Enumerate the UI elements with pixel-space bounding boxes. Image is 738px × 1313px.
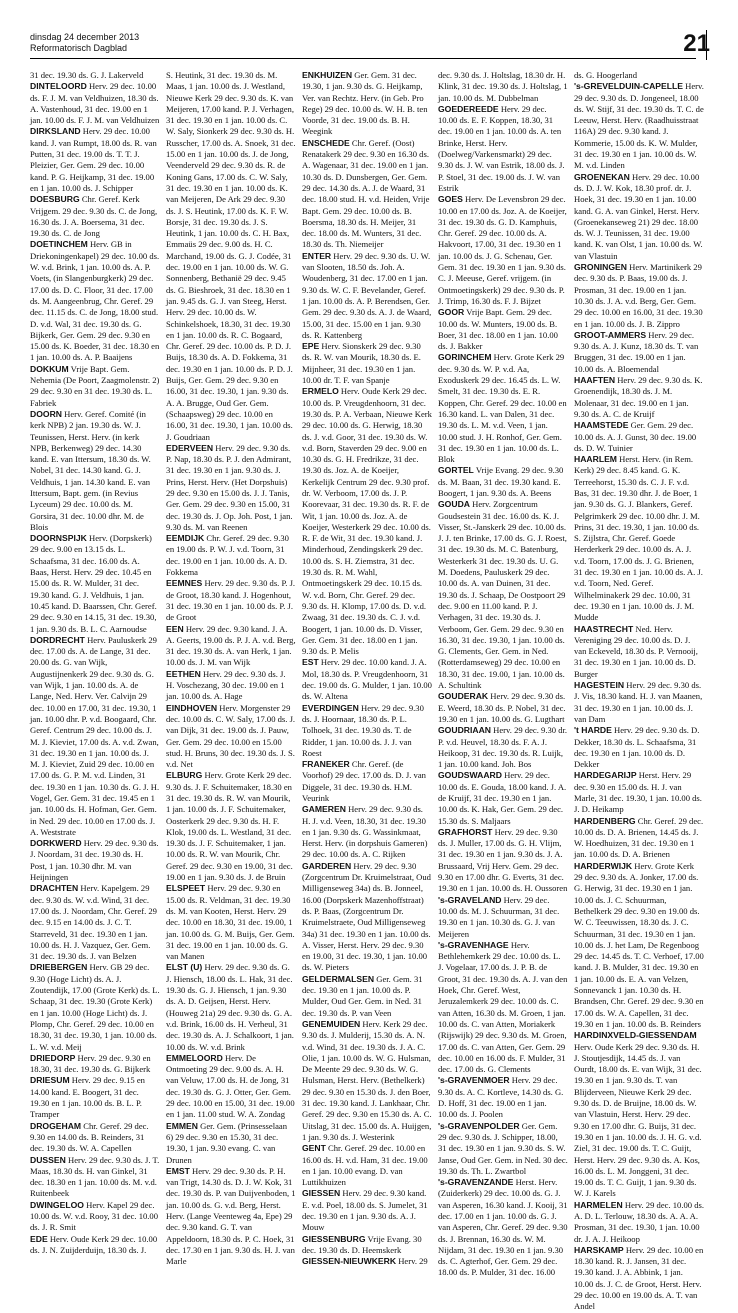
service-times: Herv. 29 dec. 9.30 ds. J. Noordam, 31 dec. 19.30 ds. H. Post, 1 jan. 10.30 dhr. M. van Heijningen	[30, 838, 159, 883]
service-times: Herv. 29 dec. 10.00 en 18.30 kand. R. J. Jansen, 31 dec. 19.30 kand. J. A. Abbink, 1 jan. 10.00 ds. J. C. de Groot, Herst. Herv. 29 dec. 10.00 en 19.00 ds. A. T. van Andel	[574, 1244, 704, 1312]
service-entry	[574, 420, 704, 454]
place-name: GELDERMALSEN	[302, 973, 375, 984]
service-times: Ger. Gem. 29 dec. 9.30 ds. J. Schipper, 18.00, 31 dec. 19.30 en 1 jan. 9.30 ds. S. W. Janse, Oud Ger. Gem. in Ned. 30 dec. 19.30 ds. Th. L. Zwartbol	[438, 1120, 568, 1176]
service-times: Herv. 29 dec. 10.00 kand. J. A. Mol, 18.30 ds. P. Vreugdenhoorn, 31 dec. 19.00 ds. G. Mulder, 1 jan. 10.00 ds. W. Altena	[302, 657, 432, 702]
place-name: DINTELOORD	[30, 81, 87, 92]
service-entry	[574, 172, 704, 262]
place-name: EEMNES	[166, 578, 203, 589]
place-name: 's-GRAVENMOER	[438, 1075, 510, 1086]
service-times: Herv. 29 dec. 9.30 dr. P. v.d. Heuvel, 18.30 ds. F. A. J. Heikoop, 31 dec. 19.30 ds. R. Luijk, 1 jan. 10.00 kand. Joh. Bos	[438, 725, 568, 770]
service-times: Herv. 29 dec. 10.00 ds. F. J. M. van Veldhuizen, 18.30 ds. A. Vastenhoud, 31 dec. 19.00 en 1 jan. 10.00 ds. F. J. M. van Veldhuizen	[30, 81, 160, 126]
service-entry	[438, 465, 568, 499]
place-name: ENSCHEDE	[302, 137, 350, 148]
place-name: EST	[302, 657, 319, 668]
place-name: HARDEGARIJP	[574, 770, 637, 781]
service-times: Herv. Kapelgem. 29 dec. 9.30 ds. W. v.d. Wind, 31 dec. 17.00 ds. J. Noordam, Chr. Geref. 29 dec. 9.15 en 14.00 ds. J. C. T. Starreveld, 31 dec. 19.30 en 1 jan. 10.00 ds. H. J. Vazquez, Ger. Gem. 31 dec. 19.30 ds. J. van Belzen	[30, 883, 157, 962]
service-times: Herv. 29	[398, 1256, 428, 1267]
listing-column	[30, 70, 160, 1255]
service-entry	[166, 1053, 296, 1121]
page-header	[30, 30, 708, 60]
place-name: GOUDSWAARD	[438, 770, 502, 781]
place-name: DRACHTEN	[30, 883, 79, 894]
place-name: GROENEKAN	[574, 171, 630, 182]
service-entry	[574, 680, 704, 725]
service-times: Herv. 29 dec. 9.30 ds. J. T. Maas, 18.30 ds. H. van Ginkel, 31 dec. 18.30 en 1 jan. 10.00 ds. M. v.d. Ruitenbeek	[30, 1154, 160, 1199]
service-entry	[30, 409, 160, 533]
service-entry	[302, 759, 432, 804]
service-entry	[438, 770, 568, 826]
place-name: GOUDRIAAN	[438, 725, 491, 736]
place-name: ENTER	[302, 250, 332, 261]
place-name: EINDHOVEN	[166, 702, 218, 713]
service-times: Herv. 29 dec. 9.30 ds. J. Vis, 18.30 kand. H. J. van Maanen, 31 dec. 19.30 en 1 jan. 10.00 ds. J. van Dam	[574, 680, 703, 724]
place-name: GIESSEN	[302, 1188, 341, 1199]
service-entry	[166, 1121, 296, 1166]
service-times: Ger. Gem. (Prinsesselaan 6) 29 dec. 9.30 en 15.30, 31 dec. 19.30, 1 jan. 9.30 evang. C. van Drunen	[166, 1120, 288, 1165]
place-name: HARSKAMP	[574, 1244, 624, 1255]
service-entry	[438, 725, 568, 770]
service-entry	[574, 1245, 704, 1313]
service-times: Ned. Herv. Vereniging 29 dec. 10.00 ds. D. J. van Eckeveld, 18.30 ds. P. Vernooij, 31 dec. 19.30 en 1 jan. 10.00 ds. D. Burger	[574, 623, 698, 679]
service-times: Herv. Kerk 29 dec. 9.30 ds. J. Mulderij, 15.30 ds. A. N. v.d. Wind, 31 dec. 19.30 ds. J. A. C. Olie, 1 jan. 10.00 ds. W. G. Hulsman, De Meente 29 dec. 9.30 ds. W. G. Hulsman, Herst. Herv. (Bethelkerk) 29 dec. 9.30 en 15.30 ds. J. den Boer, 31 dec. 19.30 kand. J. Lankhaar, Chr. Geref. 29 dec. 9.30 en 15.30 ds. A. C. Uitslag, 31 dec. 15.00 ds. A. Huijgen, 1 jan. 9.30 ds. J. Westerink	[302, 1018, 432, 1142]
place-name: HAARLEM	[574, 454, 617, 465]
service-times: Herv. 29 dec. 9.30 ds. A. J. Kunz, 18.30 ds. T. van Bruggen, 31 dec. 19.00 en 1 jan. 10.00 ds. A. Bloemendal	[574, 329, 699, 374]
place-name: ELBURG	[166, 770, 203, 781]
service-times: Herv. Martinikerk 29 dec. 9.30 ds. P. Baas, 19.00 ds. J. Prosman, 31 dec. 19.00 en 1 jan. 10.30 ds. J. A. v.d. Berg, Ger. Gem. 29 dec. 10.00 en 16.00, 31 dec. 19.30 en 1 jan. 10.00 ds. J. B. Zippro	[574, 262, 703, 329]
service-times: Herv. 29 dec. 9.30 ds. J. H. Voschezang, 30 dec. 19.00 en 1 jan. 10.00 ds. A. Hage	[166, 668, 286, 702]
place-name: GENT	[302, 1143, 326, 1154]
listing-column	[438, 70, 568, 1278]
service-entry	[30, 70, 160, 81]
service-entry	[438, 940, 568, 1076]
service-entry	[166, 703, 296, 771]
place-name: ERMELO	[302, 386, 339, 397]
place-name: ELSPEET	[166, 883, 206, 894]
service-entry	[574, 81, 704, 171]
service-entry	[574, 1200, 704, 1245]
service-times: 31 dec. 19.30 ds. G. J. Lakerveld	[30, 70, 144, 80]
service-times: Vrije Bapt. Gem. 29 dec. 10.00 ds. W. Munters, 19.00 ds. B. Boer, 31 dec. 18.00 en 1 jan. 10.00 ds. J. Bakker	[438, 307, 558, 352]
service-times: Herv. 29 dec. 9.30 (Zorgcentrum Dr. Kruimelstraat, Oud Milligenseweg 34a) ds. B. Jonneel, 16.00 (Dorpskerk Mazenhoffstraat) ds. P. Baas, (Zorgcentrum Dr. Kruimelstraete, Oud Milligenseweg 34a) 31 dec. 19.30 en 1 jan. 10.00 ds. A. Visser, Herst. Herv. 29 dec. 9.30 en 19.00, 31 dec. 19.30, 1 jan. 10.00 ds. W. Pieters	[302, 860, 431, 973]
service-times: Herv. 29 dec. 9.30 kand. E. v.d. Poel, 18.00 ds. S. Jumelet, 31 dec. 19.30 en 1 jan. 9.30 ds. A. J. Mouw	[302, 1188, 428, 1233]
place-name: HAGESTEIN	[574, 680, 625, 691]
service-times: Herv. Grote Kerk 29 dec. 9.30 ds. J. F. Schuitemaker, 18.30 en 31 dec. 19.30 ds. R. W. van Mourik, 1 jan. 10.00 ds. J. F. Schuitemaker, Oosterkerk 29 dec. 9.30 ds. H. F. Klok, 19.00 ds. L. Westland, 31 dec. 19.30 ds. J. F. Schuitemaker, 1 jan. 10.00 ds. R. W. van Mourik, Chr. Geref. 29 dec. 9.30 en 19.00, 31 dec. 19.00 en 1 jan. 9.30 ds. J. de Bruin	[166, 770, 293, 883]
service-entry	[302, 804, 432, 860]
service-times: Herv. 29 dec. 9.30 en 18.30, 31 dec. 19.30 ds. G. Bijkerk	[30, 1052, 151, 1075]
service-entry	[574, 1030, 704, 1199]
service-entry	[438, 307, 568, 352]
service-times: ds. G. Hoogerland	[574, 70, 638, 80]
service-entry	[574, 624, 704, 680]
place-name: ENKHUIZEN	[302, 70, 353, 80]
service-entry	[574, 454, 704, 623]
place-name: FRANEKER	[302, 759, 350, 770]
place-name: DRIESUM	[30, 1075, 70, 1086]
place-name: GROOT-AMMERS	[574, 329, 647, 340]
service-entry	[30, 364, 160, 409]
service-times: Herv. Oude Kerk 29 dec. 9.30 ds. H. J. Stoutjesdijk, 14.45 ds. J. van Ourdt, 18.00 ds. E. van Wijk, 31 dec. 19.30 en 1 jan. 9.30 ds. T. van Blijderveen, Nieuwe Kerk 29 dec. 9.30 ds. D. de Bruijne, 18.00 ds. W. van Vlastuin, Herst. Herv. 29 dec. 9.30 en 17.00 dhr. G. Buijs, 31 dec. 19.30 en 1 jan. 10.00 ds. J. H. G. v.d. Ziel, 31 dec. 19.00 ds. T. C. Guijt, Herst. Herv. 29 dec. 9.30 ds. A. Kos, 16.00 ds. L. M. Jonggeni, 31 dec. 19.00 ds. T. C. Guijt, 1 jan. 9.30 ds. W. J. Karels	[574, 1041, 702, 1199]
place-name: GOUDERAK	[438, 691, 489, 702]
service-times: Herv. 29 dec. 10.00 ds. E. F. Koppen, 18.30, 31 dec. 19.00 en 1 jan. 10.00 ds. A. ten Brinke, Herst. Herv. (Doelweg/Varkensmarkt) 29 dec. 9.30 ds. J. W. van Estrik, 18.00 ds. J. P. Stoel, 31 dec. 19.00 ds. J. W. van Estrik	[438, 103, 565, 193]
service-times: Herv. Oude Kerk 29 dec. 10.00 ds. J. N. Zuijderduijn, 18.30 ds. J.	[30, 1233, 158, 1255]
service-entry	[438, 1075, 568, 1120]
service-times: Herv. 29 dec. 9.30 ds. J. Muller, 17.00 ds. G. H. Vlijm, 31 dec. 19.30 en 1 jan. 9.30 ds. J. A. Brussaard, Vrij Herv. Gem. 29 dec. 9.30 en 17.00 dhr. G. Everts, 31 dec. 19.30 en 1 jan. 10.00 ds. H. Oussoren	[438, 826, 568, 894]
service-times: S. Heutink, 31 dec. 19.30 ds. M. Maas, 1 jan. 10.00 ds. J. Westland, Nieuwe Kerk 29 dec. 9.30 ds. K. van Meijeren, 17.00 kand. P. J. Verhagen, 31 dec. 19.30 en 1 jan. 10.00 ds. C. W. Saly, Sionkerk 29 dec. 9.30 ds. H. Russcher, 17.00 ds. A. Snoek, 31 dec. 15.00 en 1 jan. 10.00 ds. J. de Jong, Veenderveld 29 dec. 9.30 ds. R. de Koning Gans, 17.00 ds. C. W. Saly, 31 dec. 19.30 en 1 jan. 10.00 ds. K. van Meijeren, De Ark 29 dec. 9.30 ds. J. S. Heutink, 17.00 ds. K. F. W. Borsje, 31 dec. 19.30 ds. J. S. Heutink, 1 jan. 10.00 ds. C. H. Bax, Emmaüs 29 dec. 9.00 ds. H. C. Marchand, 19.00 ds. G. J. Codée, 31 dec. 19.00 en 1 jan. 10.00 ds. W. G. Sonnenberg, Bethanië 29 dec. 9.45 ds. G. Bieshroek, 31 dec. 18.30 en 1 jan. 9.45 ds. G. J. van Steeg, Herst. Herv. 29 dec. 10.00 ds. W. Schinkelshoek, 18.30, 31 dec. 19.30 en 1 jan. 10.00 ds. R. C. Bogaard, Chr. Geref. 29 dec. 10.00 ds. P. D. J. Buijs, 18.30 ds. A. D. Fokkema, 31 dec. 19.30 en 1 jan. 10.00 ds. P. D. J. Buijs, Ger. Gem. 29 dec. 9.30 en 16.00, 31 dec. 19.30, 1 jan. 9.30 ds. A. A. Brugge, Oud Ger. Gem. (Schaapsweg) 29 dec. 10.00 en 16.00, 31 dec. 19.30, 1 jan. 10.00 ds. J. Goudriaan	[166, 70, 296, 442]
service-times: Vrije Evang. 30 dec. 19.30 ds. D. Heemskerk	[302, 1233, 422, 1255]
service-times: Herst. Herv. (Zuiderkerk) 29 dec. 10.00 ds. G. J. van Asperen, 16.30 kand. J. Kooij, 31 dec. 17.00 en 1 jan. 10.00 ds. G. J. van Asperen, Chr. Geref. 29 dec. 9.30 ds. J. Brennan, 16.30 ds. W. M. Nijdam, 31 dec. 19.30 en 1 jan. 9.30 ds. C. Agterhof, Ger. Gem. 29 dec. 18.00 ds. P. Mulder, 31 dec. 16.00	[438, 1177, 568, 1278]
service-entry	[302, 657, 432, 702]
place-name: EPE	[302, 341, 320, 352]
service-times: Herv. 29 dec. 9.30 ds. G. J. Hiensch, 18.00 ds. L. Hak, 31 dec. 19.30 ds. G. J. Hiensch, 1 jan. 9.30 ds. A. D. Geijsen, Herst. Herv. (Houweg 21a) 29 dec. 9.30 ds. G. A. v.d. Brink, 16.00 ds. H. Verheul, 31 dec. 19.30 ds. A. J. Schalkoort, 1 jan. 10.00 ds. W. v.d. Brink	[166, 962, 294, 1052]
service-entry	[30, 1155, 160, 1200]
service-entry	[30, 239, 160, 363]
service-times: Chr. Geref. 29 dec. 9.30 en 19.00 ds. P. W. J. v.d. Toorn, 31 dec. 19.00 en 1 jan. 10.00 ds. A. D. Fokkema	[166, 533, 289, 578]
service-entry	[302, 861, 432, 974]
service-entry	[166, 883, 296, 962]
listing-column	[302, 70, 432, 1267]
service-times: Herst. Herv. (in Rem. Kerk) 29 dec. 8.45 kand. G. K. Terreehorst, 15.30 ds. C. J. F. v.d. Bas, 31 dec. 19.30 dhr. J. de Boer, 1 jan. 9.30 ds. G. J. Blankers, Geref. Pelgrimkerk 29 dec. 10.00 dhr. J. M. Prins, 31 dec. 19.30, 1 jan. 10.00 ds. S. Zijlstra, Chr. Geref. Goede Herderkerk 29 dec. 10.00 ds. A. J. v.d. Toorn, 17.00 ds. J. G. Brienen, 31 dec. 19.30 en 1 jan. 10.00 ds. A. J. v.d. Toorn, Ned. Geref. Wilhelminakerk 29 dec. 10.00, 31 dec. 19.30 en 1 jan. 10.00 ds. J. M. Mudde	[574, 454, 703, 623]
place-name: EEMDIJK	[166, 533, 205, 544]
service-entry	[166, 443, 296, 533]
service-times: Herv. GB 29 dec. 9.30 (Hoge Licht) ds. A. J. Zoutendijk, 17.00 (Grote Kerk) ds. L. Schaap, 31 dec. 19.30 (Grote Kerk) en 1 jan. 10.00 (Hoge Licht) ds. J. Plomp, Chr. Geref. 29 dec. 10.00 en 18.30, 31 dec. 19.30, 1 jan. 10.00 ds. L. W. v.d. Meij	[30, 962, 160, 1052]
service-times: Herv. Bethlehemkerk 29 dec. 10.00 ds. L. J. Vogelaar, 17.00 ds. J. P. B. de Groot, 31 dec. 19.30 ds. A. J. van den Hoek, Chr. Geref. West, Jeruzalemkerk 29 dec. 10.00 ds. C. van Atten, 16.30 ds. M. Groen, 1 jan. 10.00 ds. C. van Atten, Moriakerk (Rijswijk) 29 dec. 9.30 ds. M. Groen, 17.00 ds. C. van Atten, Ger. Gem. 29 dec. 10.00 en 16.00 ds. F. Mulder, 31 dec. 17.00 ds. G. Clements	[438, 939, 568, 1075]
place-name: DORDRECHT	[30, 634, 85, 645]
listing-column	[166, 70, 296, 1267]
service-entry	[166, 624, 296, 669]
service-entry	[166, 770, 296, 883]
place-name: DOETINCHEM	[30, 239, 88, 250]
service-entry	[438, 499, 568, 691]
service-times: Herv. Kapel 29 dec. 10.00 ds. W. v.d. Rooy, 31 dec. 10.00 ds. J. R. Smit	[30, 1199, 159, 1233]
service-entry	[30, 883, 160, 962]
service-entry	[574, 330, 704, 375]
service-entry	[302, 386, 432, 657]
place-name: GIESSEN-NIEUWKERK	[302, 1256, 397, 1267]
service-entry	[302, 974, 432, 1019]
service-entry	[166, 1166, 296, 1268]
place-name: GOES	[438, 194, 463, 205]
service-times: Herst. Herv. 29 dec. 9.30 en 15.00 ds. H. J. van Marle, 31 dec. 19.30, 1 jan. 10.00 ds. J. D. Heikamp	[574, 770, 702, 815]
service-times: Herv. 29 dec. 9.30 kand. J. A. A. Geerts, 19.00 ds. P. J. A. v.d. Berg, 31 dec. 19.30 ds. A. van Herk, 1 jan. 10.00 ds. J. M. van Wijk	[166, 623, 296, 668]
service-times: Herv. 29 dec. 9.30 ds. J. Hoornaar, 18.30 ds. P. L. Tolhoek, 31 dec. 19.30 ds. T. de Ridder, 1 jan. 10.00 ds. J. J. van Roest	[302, 702, 424, 758]
service-entry	[30, 838, 160, 883]
service-times: Herv. 29 dec. 9.30 ds. U. W. van Slooten, 18.50 ds. Joh. A. Woudenberg, 31 dec. 17.00 en 1 jan. 9.30 ds. W. C. F. Bevelander, Geref. 1 jan. 10.00 ds. A. P. Berendsen, Ger. Gem. 29 dec. 9.30 ds. A. J. de Waard, 15.00, 31 dec. 15.00 en 1 jan. 9.30 ds. R. Kattenberg	[302, 250, 432, 340]
service-entry	[438, 1121, 568, 1177]
header-rule	[30, 58, 696, 59]
service-entry	[166, 533, 296, 578]
place-name: GENEMUIDEN	[302, 1018, 361, 1029]
service-entry	[574, 725, 704, 770]
place-name: DUSSEN	[30, 1154, 66, 1165]
place-name: GORINCHEM	[438, 352, 492, 363]
service-times: Herv. Pauluskerk 29 dec. 17.00 ds. A. de Lange, 31 dec. 20.00 ds. G. van Wijk, Augustijnenkerk 29 dec. 9.30 ds. G. van Wijk, 1 jan. 10.00 ds. A. de Lange, Ned. Herv. Ver. Calvijn 29 dec. 10.00 en 17.00, 31 dec. 19.30, 1 jan. 10.00 dhr. P. v.d. Boogaard, Chr. Geref. Centrum 29 dec. 10.00 ds. J. M. J. Kieviet, 17.00 ds. A. v.d. Zwan, 31 dec. 19.30 en 1 jan. 10.00 ds. J. M. J. Kieviet, Zuid 29 dec. 10.00 en 17.00 ds. G. P. M. v.d. Linden, 31 dec. 19.30 en 1 jan. 10.30 ds. G. J. H. Vogel, Ger. Gem. 31 dec. 19.45 en 1 jan. 10.00 ds. H. Hofman, Ger. Gem. in Ned. 29 dec. 10.00 en 17.00 ds. J. A. Weststrate	[30, 634, 160, 837]
service-times: Herv. Grote Kerk 29 dec. 9.30 ds. A. Jonker, 17.00 ds. G. Herwig, 31 dec. 19.30 en 1 jan. 10.00 ds. J. C. Schuurman, Bethelkerk 29 dec. 9.30 en 19.00 ds. W. C. Teeuwissen, 18.30 ds. J. C. Schuurman, 31 dec. 19.30 en 1 jan. 10.00 ds. J. het Lam, De Regenboog 29 dec. 14.45 ds. T. C. Verhoef, 17.00 kand. J. B. Mulder, 31 dec. 19.30 en 1 jan. 10.00 ds. E. A. van Velzen, Sonnevanck 1 jan. 10.30 ds. H. Brandsen, Chr. Geref. 29 dec. 9.30 en 17.00 ds. W. A. Capellen, 31 dec. 19.30 en 1 jan. 10.00 ds. B. Reinders	[574, 860, 704, 1029]
service-entry	[302, 1256, 432, 1267]
service-entry	[166, 578, 296, 623]
service-entry	[302, 341, 432, 386]
service-entry	[166, 70, 296, 443]
place-name: DOKKUM	[30, 363, 69, 374]
place-name: GOEDEREEDE	[438, 103, 499, 114]
service-times: Chr. Geref. (de Voorhof) 29 dec. 17.00 ds. D. J. van Diggele, 31 dec. 19.30 ds. H.M. Veurink	[302, 759, 426, 803]
place-name: GOOR	[438, 307, 465, 318]
service-entry	[438, 352, 568, 465]
service-entry	[302, 138, 432, 251]
service-times: Herv. 29 dec. 10.00 ds. E. Gouda, 18.00 kand. J. A. de Kruijf, 31 dec. 19.30 en 1 jan. 10.00 ds. K. Hak, Ger. Gem. 29 dec. 15.30 ds. S. Maljaars	[438, 770, 567, 826]
service-times: Chr. Geref. 29 dec. 9.30 en 14.00 ds. B. Reinders, 31 dec. 19.30 ds. W. A. Capellen	[30, 1120, 149, 1154]
service-times: Ger. Gem. 31 dec. 19.30 en 1 jan. 10.00 ds. P. Mulder, Oud Ger. Gem. in Ned. 31 dec. 19.30 ds. P. van Veen	[302, 973, 423, 1018]
service-entry	[30, 81, 160, 126]
service-times: Herv. 29 dec. 9.30 ds. D. Jongeneel, 18.00 ds. W. Stijf, 31 dec. 19.30 ds. T. C. de Leeuw, Herst. Herv. (Raadhuisstraat 116A) 29 dec. 9.30 kand. J. Kommerie, 15.00 ds. K. W. Mulder, 31 dec. 19.30 en 1 jan. 10.00 ds. W. M. v.d. Linden	[574, 81, 704, 171]
place-name: GOUDA	[438, 499, 470, 510]
place-name: HARDERWIJK	[574, 860, 633, 871]
service-entry	[166, 962, 296, 1052]
place-name: EVERDINGEN	[302, 702, 359, 713]
service-times: Herv. 29 dec. 9.30 en 15.00 ds. R. Veldman, 31 dec. 19.30 ds. M. van Kooten, Herst. Herv. 29 dec. 10.00 en 18.30, 31 dec. 19.00, 1 jan. 10.00 ds. G. M. Buijs, Ger. Gem. 31 dec. 19.00 en 1 jan. 10.00 ds. G. van Manen	[166, 883, 295, 962]
service-times: Herv. Grote Kerk 29 dec. 9.30 ds. W. P. v.d. Aa, Exoduskerk 29 dec. 16.45 ds. L. W. Smelt, 31 dec. 19.30 ds. E. R. Koppen, Chr. Geref. 29 dec. 10.00 en 16.30 kand. L. van Dalen, 31 dec. 19.30 ds. L. M. v.d. Veen, 1 jan. 10.00 stud. J. H. Ronhof, Ger. Gem. 31 dec. 19.30 en 1 jan. 10.00 ds. L. Blok	[438, 352, 567, 465]
service-times: Herv. 29 dec. 9.30 ds. E. Weerd, 18.30 ds. P. Nobel, 31 dec. 19.30 en 1 jan. 10.00 ds. G. Lugthart	[438, 691, 566, 724]
page-number: 21	[683, 30, 710, 57]
service-entry	[30, 1200, 160, 1234]
service-entry	[30, 1053, 160, 1076]
service-times: Herv. 29 dec. 9.30 ds. P. J. de Groot, 18.30 kand. J. Hogenhout, 31 dec. 19.30 en 1 jan. 10.00 ds. P. J. de Groot	[166, 578, 296, 623]
place-name: GAMEREN	[302, 804, 346, 815]
place-name: EMST	[166, 1165, 190, 1176]
service-times: Herv. De Levensbron 29 dec. 10.00 en 17.00 ds. Joz. A. de Koeijer, 31 dec. 19.30 ds. G. D. Kamphuis, Chr. Geref. 29 dec. 10.00 ds. A. Hakvoort, 17.00, 31 dec. 19.30 en 1 jan. 10.00 ds. J. G. Schenau, Ger. Gem. 31 dec. 19.30 en 1 jan. 9.30 ds. C. J. Meeuse, Geref. vrijgem. (in Ontmoetingskerk) 29 dec. 9.30 ds. P. J. Trimp, 16.30 ds. F. J. Bijzet	[438, 194, 567, 306]
service-times: Herv. Zorgcentrum Goudsestein 31 dec. 16.00 ds. K. J. Visser, St.-Janskerk 29 dec. 10.00 ds. J. J. ten Brinke, 17.00 ds. G. J. Roest, 31 dec. 19.30 ds. M. C. Batenburg, Westerkerk 31 dec. 19.30 ds. U. G. M. Doedens, Pauluskerk 29 dec. 10.00 ds. A. van Duinen, 31 dec. 19.30 ds. J. Schaap, De Oostpoort 29 dec. 9.00 en 11.00 kand. P. J. Verhagen, 31 dec. 19.30 ds. J. Verboom, Ger. Gem. 29 dec. 9.30 en 16.30, 31 dec. 19.30, 1 jan. 10.00 ds. G. Clements, Ger. Gem. in Ned. (Rotterdamseweg) 29 dec. 10.00 en 18.30, 31 dec. 19.00, 1 jan. 10.00 ds. A. Schultink	[438, 499, 567, 691]
place-name: 's-GRAVENHAGE	[438, 939, 509, 950]
place-name: 's-GRAVELAND	[438, 894, 502, 905]
service-entry	[438, 70, 568, 104]
service-times: Herv. GB in Driekoningenkapel) 29 dec. 10.00 ds. W. v.d. Brink, 1 jan. 10.00 ds. A. P. Voets, (in Slangenburgkerk) 29 dec. 17.00 ds. D. C. Floor, 31 dec. 17.00 ds. M. Aangeenbrug, Chr. Geref. 29 dec. 11.15 ds. C. de Jong, 18.00 stud. D. v.d. Wal, 31 dec. 19.30 ds. G. Bijkerk, Ger. Gem. 29 dec. 9.30 en 15.00 ds. K. Boeder, 31 dec. 18.30 en 1 jan. 10.00 ds. A. P. Baaijens	[30, 239, 160, 363]
place-name: HARMELEN	[574, 1199, 623, 1210]
place-name: GIESSENBURG	[302, 1233, 366, 1244]
service-entry	[302, 1188, 432, 1233]
service-times: Chr. Geref. Kerk Vrijgem. 29 dec. 9.30 ds. C. de Jong, 16.30 ds. J. A. Boersema, 31 dec. 19.30 ds. C. de Jong	[30, 194, 158, 239]
service-entry	[30, 962, 160, 1052]
service-entry	[30, 533, 160, 635]
place-name: 's-GRAVENPOLDER	[438, 1120, 520, 1131]
service-times: Chr. Geref. 29 dec. 10.00 ds. D. A. Brienen, 14.45 ds. J. W. Hoedhuizen, 31 dec. 19.30 en 1 jan. 10.00 ds. D. A. Brienen	[574, 815, 704, 860]
service-times: Chr. Geref. 29 dec. 10.00 en 16.00 ds. H. v.d. Ham, 31 dec. 19.00 en 1 jan. 10.00 evang. D. van Luttikhuizen	[302, 1143, 428, 1188]
service-times: Herv. (Dorpskerk) 29 dec. 9.00 en 13.15 ds. L. Schaafsma, 31 dec. 16.00 ds. A. Baas, Herst. Herv. 29 dec. 10.45 en 15.00 ds. R. W. Mulder, 31 dec. 19.30 kand. G. J. Veldhuis, 1 jan. 10.45 kand. D. Baarssen, Chr. Geref. 29 dec. 9.30 en 14.15, 31 dec. 19.30, 1 jan. 9.30 ds. B. L. C. Aarnoudse	[30, 533, 157, 634]
place-name: DORKWERD	[30, 838, 82, 849]
place-name: 't HARDE	[574, 725, 612, 736]
service-times: Herv. Oude Kerk 29 dec. 10.00 ds. P. Vreugdenhoorn, 31 dec. 19.30 ds. P. A. Verbaan, Nieuwe Kerk 29 dec. 10.00 ds. G. Herwig, 18.30 ds. J. v.d. Goor, 31 dec. 19.30 ds. W. v.d. Born, Staverden 29 dec. 9.00 en 10.30 ds. G. H. Fredrikze, 31 dec. 19.30 ds. Joz. A. de Koeijer, Kerkelijk Centrum 29 dec. 9.30 prof. dr. W. Verboom, 17.00 ds. J. P. Koorevaar, 31 dec. 19.30 ds. R. F. de Wit, 1 jan. 10.00 ds. Joz. A. de Koeijer, Westerkerk 29 dec. 10.00 ds. R. F. de Wit, 31 dec. 19.30 kand. J. Minderhoud, Zendingskerk 29 dec. 10.00 ds. S. H. Ziemstra, 31 dec. 19.30 ds. R. M. Wahl, Ontmoetingskerk 29 dec. 10.15 ds. W. v.d. Born, Chr. Geref. 29 dec. 9.30 ds. H. Klomp, 17.00 ds. D. v.d. Zwaag, 31 dec. 19.30 ds. C. J. v.d. Boogert, 1 jan. 10.00 ds. D. Visser, Ger. Gem. 31 dec. 18.00 en 1 jan. 9.30 ds. P. Melis	[302, 386, 432, 657]
service-times: Herv. Morgenster 29 dec. 10.00 ds. C. W. Saly, 17.00 ds. J. van Dijk, 31 dec. 19.00 ds. J. Pauw, Ger. Gem. 29 dec. 10.00 en 15.00 stud. H. Bruns, 30 dec. 19.30 ds. J. S. v.d. Net	[166, 702, 296, 770]
service-entry	[30, 1121, 160, 1155]
service-entry	[30, 635, 160, 838]
service-entry	[302, 1019, 432, 1143]
place-name: EEN	[166, 623, 184, 634]
place-name: DROGEHAM	[30, 1120, 82, 1131]
service-entry	[574, 770, 704, 815]
service-entry	[30, 1075, 160, 1120]
service-times: Herv. 29 dec. 9.30 ds. P. H. van Trigt, 14.30 ds. D. J. W. Kok, 31 dec. 19.30 ds. P. van Duijvenboden, 1 jan. 10.00 ds. G. v.d. Berg, Herst. Herv. (Lange Veenteweg 4a, Epe) 29 dec. 9.30 kand. G. T. van Appeldoorn, 18.30 ds. P. C. Hoek, 31 dec. 17.30 en 1 jan. 9.30 ds. H. J. van Marle	[166, 1165, 296, 1267]
service-times: Herv. 29 dec. 9.30 ds. K. Groenendijk, 18.30 ds. J. M. Molenaar, 31 dec. 19.00 en 1 jan. 9.30 ds. A. C. de Kruijf	[574, 375, 703, 419]
service-entry	[302, 1234, 432, 1257]
service-entry	[438, 1177, 568, 1279]
service-entry	[438, 895, 568, 940]
place-name: DRIEBERGEN	[30, 962, 88, 973]
service-times: Herv. 29 dec. 9.30 ds. H. J. v.d. Veen, 18.30, 31 dec. 19.30 en 1 jan. 9.30 ds. G. Wassinkmaat, Herst. Herv. (in dorpshuis Gameren) 29 dec. 10.00 ds. A. C. Rijken	[302, 804, 428, 860]
place-name: GRONINGEN	[574, 262, 627, 273]
service-entry	[302, 1143, 432, 1188]
service-entry	[438, 104, 568, 194]
place-name: DOESBURG	[30, 194, 80, 205]
place-name: DIRKSLAND	[30, 126, 81, 137]
place-name: GORTEL	[438, 465, 474, 476]
place-name: DRIEDORP	[30, 1052, 76, 1063]
service-times: Herv. 29 dec. 10.00 ds. A. D. L. Terlouw, 18.30 ds. A. A. A. Prosman, 31 dec. 19.30, 1 jan. 10.00 dr. J. A. J. Heikoop	[574, 1199, 705, 1244]
place-name: HAAMSTEDE	[574, 420, 629, 431]
place-name: EDERVEEN	[166, 442, 214, 453]
service-times: Vrije Bapt. Gem. Nehemia (De Poort, Zaagmolenstr. 2) 29 dec. 9.30 en 31 dec. 19.30 ds. L. Fabriek	[30, 363, 160, 408]
place-name: EMMELOORD	[166, 1052, 223, 1063]
service-entry	[302, 251, 432, 341]
place-name: 's-GREVELDUIN-CAPELLE	[574, 81, 683, 92]
place-name: HARDENBERG	[574, 815, 636, 826]
service-times: Chr. Geref. (Oost) Renatakerk 29 dec. 9.30 en 16.30 ds. A. Wagenaar, 31 dec. 19.00 en 1 jan. 10.30 ds. D. Dunsbergen, Ger. Gem. 29 dec. 14.30 ds. A. J. de Waard, 31 dec. 18.00 stud. H. v.d. Heiden, Vrije Bapt. Gem. 29 dec. 10.00 ds. B. Boersma, 18.30 ds. H. Meijer, 31 dec. 18.00 ds. M. Wunters, 31 dec. 18.30 ds. Th. Niemeijer	[302, 137, 430, 250]
place-name: HAASTRECHT	[574, 623, 634, 634]
place-name: DOORN	[30, 408, 62, 419]
service-entry	[574, 816, 704, 861]
place-name: HARDINXVELD-GIESSENDAM	[574, 1030, 697, 1041]
place-name: 's-GRAVENZANDE	[438, 1177, 514, 1188]
service-entry	[438, 691, 568, 725]
service-entry	[166, 669, 296, 703]
service-entry	[574, 861, 704, 1030]
service-entry	[30, 194, 160, 239]
place-name: EETHEN	[166, 668, 201, 679]
service-times: Herv. 29 dec. 10.00 ds. M. J. Schuurman, 31 dec. 19.30 en 1 jan. 10.30 ds. G. J. van Meijeren	[438, 894, 560, 939]
service-entry	[438, 827, 568, 895]
service-times: Herv. 29 dec. 10.00 kand. J. van Rumpt, 18.00 ds. R. van Putten, 31 dec. 19.00 ds. T. T. J. Pleizier, Ger. Gem. 29 dec. 10.00 kand. P. G. Heijkamp, 31 dec. 19.00 en 1 jan. 10.00 ds. J. Schipper	[30, 126, 157, 193]
place-name: DOORNSPIJK	[30, 533, 87, 544]
service-entry	[438, 194, 568, 307]
newspaper-name: Reformatorisch Dagblad	[30, 43, 128, 53]
service-entry	[302, 70, 432, 138]
place-name: DWINGELOO	[30, 1199, 84, 1210]
place-name: HAAFTEN	[574, 375, 616, 386]
service-times: Ger. Gem. 31 dec. 19.30, 1 jan. 9.30 ds. G. Heijkamp, Ver. van Rechtz. Herv. (in Geb. Pro Rege) 29 dec. 10.00 ds. W. H. B. ten Voorde, 31 dec. 19.00 ds. B. H. Weegink	[302, 70, 428, 137]
service-times: Herv. Sionskerk 29 dec. 9.30 ds. R. W. van Mourik, 18.30 ds. E. Mijnheer, 31 dec. 19.30 en 1 jan. 10.00 dr. T. F. van Spanje	[302, 341, 421, 386]
service-entry	[574, 375, 704, 420]
service-times: Herv. 29 dec. 9.30 ds. A. C. Kortleve, 14.30 ds. G. D. Hoff, 31 dec. 19.00 en 1 jan. 10.00 ds. J. Poolen	[438, 1075, 564, 1120]
service-times: Herv. 29 dec. 9.30 ds. D. Dekker, 18.30 ds. L. Schaafsma, 31 dec. 19.30 en 1 jan. 10.00 ds. D. Dekker	[574, 725, 700, 770]
service-times: Herv. Geref. Comité (in kerk NPB) 2 jan. 19.30 ds. W. J. Teunissen, Herst. Herv. (in kerk NPB, Berkenweg) 29 dec. 14.30 kand. E. van Ittersum, 18.30 ds. W. Nobel, 31 dec. 14.30 kand. G. J. Veldhuis, 1 jan. 14.30 kand. E. van Ittersum, Bapt. gem. (in Revius Lyceum) 29 dec. 10.00 ds. M. Gorsira, 31 dec. 10.00 dhr. M. de Blois	[30, 408, 151, 532]
service-entry	[302, 703, 432, 759]
place-name: EDE	[30, 1233, 48, 1244]
service-times: Herv. 29 dec. 9.30 ds. P. Nap, 18.30 ds. P. J. den Admirant, 31 dec. 19.30 en 1 jan. 9.30 ds. J. Prins, Herst. Herv. (Het Dorpshuis) 29 dec. 9.30 en 15.00 ds. J. J. Tanis, Ger. Gem. 29 dec. 9.30 en 15.00, 31 dec. 19.30 ds. J. Op. Joh. Post, 1 jan. 9.30 ds. M. van Reenen	[166, 442, 293, 532]
service-entry	[574, 262, 704, 330]
listing-column	[574, 70, 705, 1312]
issue-date: dinsdag 24 december 2013	[30, 32, 140, 42]
service-entry	[30, 1234, 160, 1257]
service-entry	[30, 126, 160, 194]
church-services-listing	[30, 70, 708, 1312]
place-name: ELST (U)	[166, 962, 203, 973]
service-times: Herv. 29 dec. 10.00 ds. D. J. W. Kok, 18.30 prof. dr. J. Hoek, 31 dec. 19.30 en 1 jan. 10.00 kand. G. A. van Ginkel, Herst. Herv. (Groenekanseweg 21) 29 dec. 18.00 ds. W. J. Teunissen, 31 dec. 19.00 kand. K. van Olst, 1 jan. 10.00 ds. W. van Vlastuin	[574, 171, 703, 261]
service-entry	[574, 70, 704, 81]
service-times: Herv. 29 dec. 9.15 en 14.00 kand. E. Boogert, 31 dec. 19.30 en 1 jan. 10.00 ds. B. L. P. Tramper	[30, 1075, 145, 1120]
service-times: Vrije Evang. 29 dec. 9.30 ds. M. Baan, 31 dec. 19.30 kand. E. Boogert, 1 jan. 9.30 ds. A. Beens	[438, 465, 564, 498]
place-name: GRAFHORST	[438, 826, 493, 837]
service-times: Herv. De Ontmoeting 29 dec. 9.00 ds. A. H. van Veluw, 17.00 ds. H. de Jong, 31 dec. 19.30 ds. G. J. Otter, Ger. Gem. 29 dec. 10.00 en 15.00, 31 dec. 19.00 en 1 jan. 11.00 stud. W. A. Zondag	[166, 1052, 295, 1120]
place-name: EMMEN	[166, 1120, 198, 1131]
place-name: GARDEREN	[302, 860, 352, 871]
service-times: dec. 9.30 ds. J. Holtslag, 18.30 dr. H. Klink, 31 dec. 19.30 ds. J. Holtslag, 1 jan. 10.00 ds. M. Dubbelman	[438, 70, 568, 103]
service-times: Ger. Gem. 29 dec. 10.00 ds. A. J. Gunst, 30 dec. 19.00 ds. D. W. Tuinier	[574, 420, 697, 453]
